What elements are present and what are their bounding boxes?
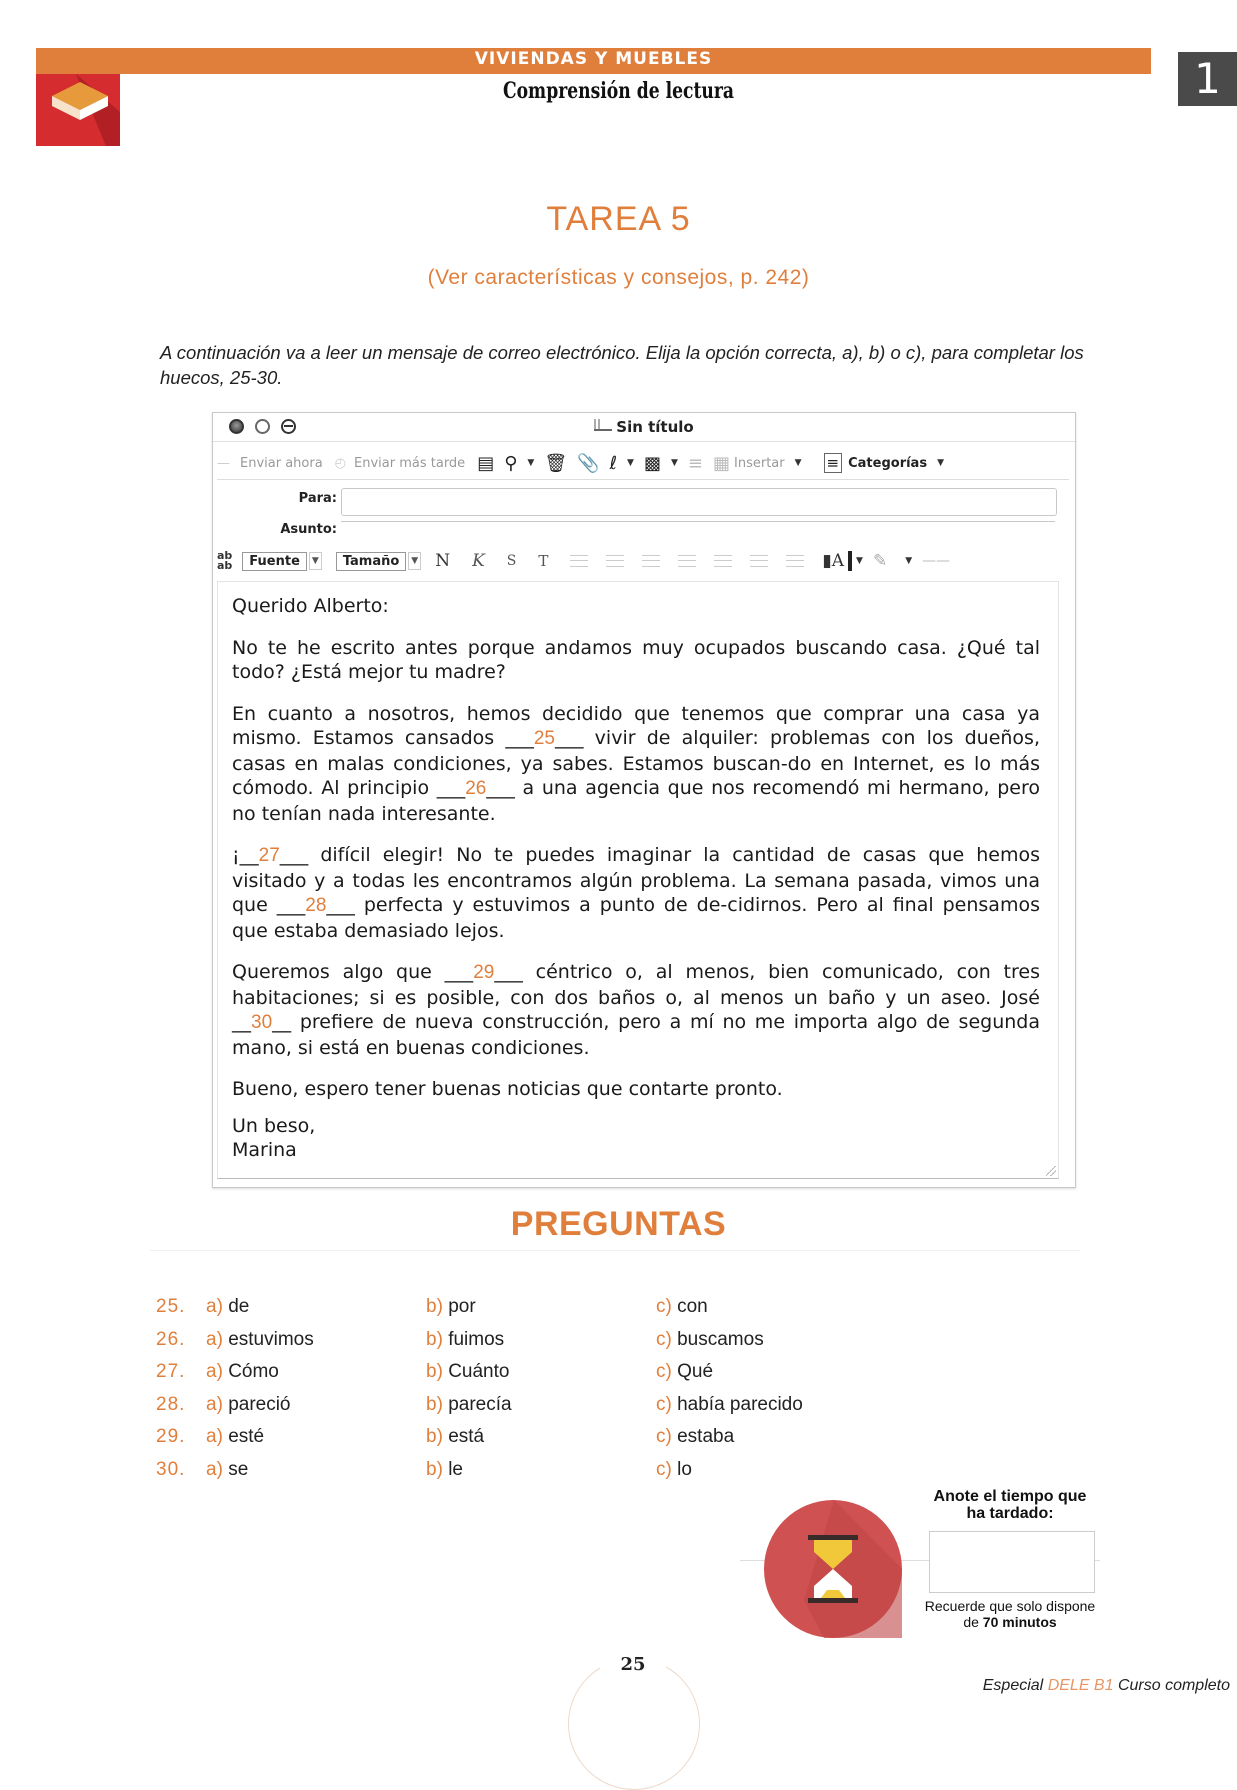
message-text <box>232 594 1040 1163</box>
house-icon <box>36 74 120 146</box>
paragraph-1: No te he escrito antes porque andamos muy ocupados buscando casa. ¿Qué tal todo? ¿Está mejor tu madre? <box>232 636 1040 683</box>
option-letter: c) <box>656 1459 672 1480</box>
option-text: por <box>448 1296 476 1317</box>
gap-26: 26 <box>465 778 487 799</box>
option-text: de <box>228 1296 250 1317</box>
window-title <box>213 418 1075 436</box>
option-text: esté <box>228 1426 265 1448</box>
section-header-bar <box>36 48 1151 74</box>
indent-icon[interactable] <box>786 555 804 567</box>
to-input[interactable] <box>341 488 1057 516</box>
highlight-icon[interactable]: ✎ <box>872 551 888 571</box>
link-dropdown-caret[interactable]: ▼ <box>527 458 535 468</box>
font-select-arrow[interactable]: ▼ <box>309 552 322 570</box>
task-instructions: A continuación va a leer un mensaje de correo electrónico. Elija la opción correcta, a), b) o c), para completar los huecos, 25-30. <box>160 342 1084 388</box>
gap-25: 25 <box>533 728 555 749</box>
send-icon: — <box>217 455 230 471</box>
table-icon: ▦ <box>712 452 730 474</box>
option-b[interactable] <box>426 1329 504 1351</box>
question-number: 30. <box>156 1459 186 1480</box>
signature-icon[interactable]: ℓ <box>609 452 618 474</box>
options-icon[interactable]: ▩ <box>643 452 661 474</box>
page-number-decoration <box>568 1658 700 1790</box>
align-center-icon[interactable] <box>606 555 624 567</box>
divider <box>150 1250 1080 1251</box>
signature: Marina <box>232 1139 297 1161</box>
send-now-button[interactable] <box>217 456 323 471</box>
option-letter: b) <box>426 1361 443 1383</box>
option-b[interactable] <box>426 1394 512 1416</box>
format-icon[interactable]: ≡ <box>687 452 703 474</box>
options-dropdown-caret[interactable]: ▼ <box>670 458 678 468</box>
hourglass-icon <box>764 1500 902 1638</box>
option-letter: c) <box>656 1393 672 1415</box>
signature-dropdown-caret[interactable]: ▼ <box>627 458 634 468</box>
insert-button[interactable] <box>713 453 812 474</box>
insert-label: Insertar <box>734 455 785 471</box>
option-c[interactable] <box>656 1329 764 1351</box>
paperclip-icon[interactable]: 📎 <box>577 452 600 474</box>
formatting-toolbar <box>217 547 1069 575</box>
option-text: Cuánto <box>448 1361 510 1383</box>
option-text: pareció <box>228 1393 291 1415</box>
option-letter: b) <box>426 1393 443 1415</box>
question-number: 25. <box>156 1296 186 1317</box>
align-right-icon[interactable] <box>642 555 660 567</box>
option-text: Cómo <box>228 1361 279 1383</box>
time-label: Anote el tiempo que ha tardado: <box>933 1488 1087 1522</box>
option-a[interactable] <box>206 1296 249 1318</box>
option-a[interactable] <box>206 1329 314 1351</box>
footer-brand: Especial DELE B1 Curso completo <box>982 1677 1230 1694</box>
option-c[interactable] <box>656 1459 692 1481</box>
option-letter: c) <box>656 1328 672 1350</box>
page-subtitle: Comprensión de lectura <box>502 78 735 104</box>
text-color-icon[interactable]: ▮A <box>822 551 845 571</box>
bold-button[interactable]: N <box>435 551 451 571</box>
bullet-list-icon[interactable] <box>678 555 696 567</box>
option-a[interactable] <box>206 1361 279 1383</box>
questions-heading: PREGUNTAS <box>510 1205 727 1243</box>
option-letter: a) <box>206 1426 223 1448</box>
option-a[interactable] <box>206 1394 291 1416</box>
option-letter: b) <box>426 1296 443 1317</box>
send-later-label: Enviar más tarde <box>354 455 466 471</box>
outdent-icon[interactable] <box>750 555 768 567</box>
time-taken-input[interactable] <box>929 1531 1095 1593</box>
horizontal-rule-icon[interactable]: —— <box>922 553 951 569</box>
task-reference: (Ver características y consejos, p. 242) <box>427 266 810 289</box>
option-text: estuvimos <box>228 1328 314 1350</box>
categories-button[interactable] <box>824 453 954 473</box>
to-label: Para: <box>298 491 337 506</box>
paragraph-5: Bueno, espero tener buenas noticias que contarte pronto. <box>232 1078 783 1100</box>
option-letter: b) <box>426 1459 443 1480</box>
align-left-icon[interactable] <box>570 555 588 567</box>
option-text: parecía <box>448 1393 512 1415</box>
option-text: le <box>448 1459 463 1480</box>
option-letter: b) <box>426 1328 443 1350</box>
size-select-arrow[interactable]: ▼ <box>408 552 421 570</box>
chapter-number: 1 <box>1178 52 1237 106</box>
color-swatch[interactable] <box>848 551 852 571</box>
option-text: está <box>448 1426 485 1448</box>
option-c[interactable] <box>656 1394 803 1416</box>
option-a[interactable] <box>206 1426 264 1448</box>
option-letter: c) <box>656 1361 672 1383</box>
window-titlebar <box>213 413 1075 442</box>
closing: Un beso, <box>232 1114 316 1137</box>
option-text: Qué <box>677 1361 714 1383</box>
option-letter: a) <box>206 1328 223 1350</box>
save-draft-icon[interactable]: ▤ <box>477 452 495 474</box>
option-letter: a) <box>206 1296 223 1317</box>
spellcheck-icon[interactable]: ab ab <box>217 549 233 572</box>
window-title-text: Sin título <box>616 418 694 436</box>
gap-28: 28 <box>305 895 327 916</box>
strike-button[interactable]: S <box>506 553 517 569</box>
clock-icon: ◴ <box>334 455 347 471</box>
option-b[interactable] <box>426 1361 509 1383</box>
section-title: VIVIENDAS Y MUEBLES <box>474 49 713 69</box>
time-note: Recuerde que solo dispone de 70 minutos <box>924 1598 1096 1630</box>
message-body-editor[interactable] <box>217 581 1059 1179</box>
size-select[interactable]: Tamaño <box>336 552 406 571</box>
send-later-button[interactable] <box>335 456 466 471</box>
font-select[interactable]: Fuente <box>242 552 307 571</box>
option-c[interactable] <box>656 1296 708 1318</box>
paragraph-3: ¡__27___ difícil elegir! No te puedes imaginar la cantidad de casas que hemos visitado y a todas les encontramos algún problema. La semana pasada, vimos una que ___28___ perfecta y estuvimos a punto de de-cidirnos. Pero al final pensamos que estaba demasiado lejos. <box>232 844 1040 942</box>
numbered-list-icon[interactable] <box>714 555 732 567</box>
option-text: estaba <box>677 1426 735 1448</box>
categories-label: Categorías <box>848 455 928 471</box>
option-c[interactable] <box>656 1361 713 1383</box>
question-number: 29. <box>156 1426 186 1448</box>
option-text: lo <box>677 1459 692 1480</box>
compose-toolbar <box>217 447 1069 480</box>
option-letter: a) <box>206 1393 223 1415</box>
option-c[interactable] <box>656 1426 734 1448</box>
italic-button[interactable]: K <box>472 551 485 571</box>
gap-27: 27 <box>258 845 280 866</box>
option-letter: a) <box>206 1361 223 1383</box>
text-color-caret[interactable]: ▼ <box>856 556 863 566</box>
task-title: TAREA 5 <box>546 200 691 238</box>
option-text: se <box>228 1459 249 1480</box>
trash-icon[interactable]: 🗑 <box>544 452 568 474</box>
question-number: 26. <box>156 1328 186 1350</box>
categories-dropdown-caret: ▼ <box>937 458 944 468</box>
send-now-label: Enviar ahora <box>240 455 323 471</box>
option-letter: c) <box>656 1296 672 1317</box>
greeting: Querido Alberto: <box>232 595 389 617</box>
option-b[interactable] <box>426 1459 463 1481</box>
insert-dropdown-caret: ▼ <box>794 458 802 468</box>
link-icon[interactable]: ⚲ <box>504 452 518 474</box>
gap-30: 30 <box>251 1012 273 1033</box>
page-number: 25 <box>600 1654 666 1675</box>
document-icon <box>594 419 612 431</box>
gap-29: 29 <box>473 962 495 983</box>
option-text: buscamos <box>677 1328 764 1350</box>
subject-label: Asunto: <box>280 522 337 537</box>
highlight-caret[interactable]: ▼ <box>905 556 913 566</box>
email-compose-window <box>212 412 1076 1188</box>
paragraph-2: En cuanto a nosotros, hemos decidido que tenemos que comprar una casa ya mismo. Estamos cansados ___25___ vivir de alquiler: problemas con los dueños, casas en malas condiciones, ya sabes. Estamos buscan-do en Internet, es lo más cómodo. Al principio ___26___ a una agencia que nos recomendó mi hermano, pero no tenían nada interesante. <box>232 702 1040 825</box>
question-number: 27. <box>156 1361 186 1383</box>
unit-badge <box>36 74 120 146</box>
subject-input[interactable] <box>341 521 1055 544</box>
question-number: 28. <box>156 1393 186 1415</box>
timer-badge <box>764 1500 902 1638</box>
option-letter: a) <box>206 1459 223 1480</box>
resize-handle[interactable] <box>1046 1166 1056 1176</box>
paragraph-4: Queremos algo que ___29___ céntrico o, al menos, bien comunicado, con tres habitaciones; si es posible, con dos baños o, al menos un baño y un aseo. José __30__ prefiere de nueva construcción, pero a mí no me importa algo de segunda mano, si está en buenas condiciones. <box>232 961 1040 1059</box>
option-b[interactable] <box>426 1426 484 1448</box>
option-letter: b) <box>426 1426 443 1448</box>
option-a[interactable] <box>206 1459 248 1481</box>
option-text: fuimos <box>448 1328 505 1350</box>
option-letter: c) <box>656 1426 672 1448</box>
option-text: había parecido <box>677 1393 803 1415</box>
underline-button[interactable]: T <box>538 552 549 570</box>
list-icon: ≡ <box>824 453 843 473</box>
option-text: con <box>677 1296 708 1317</box>
option-b[interactable] <box>426 1296 476 1318</box>
